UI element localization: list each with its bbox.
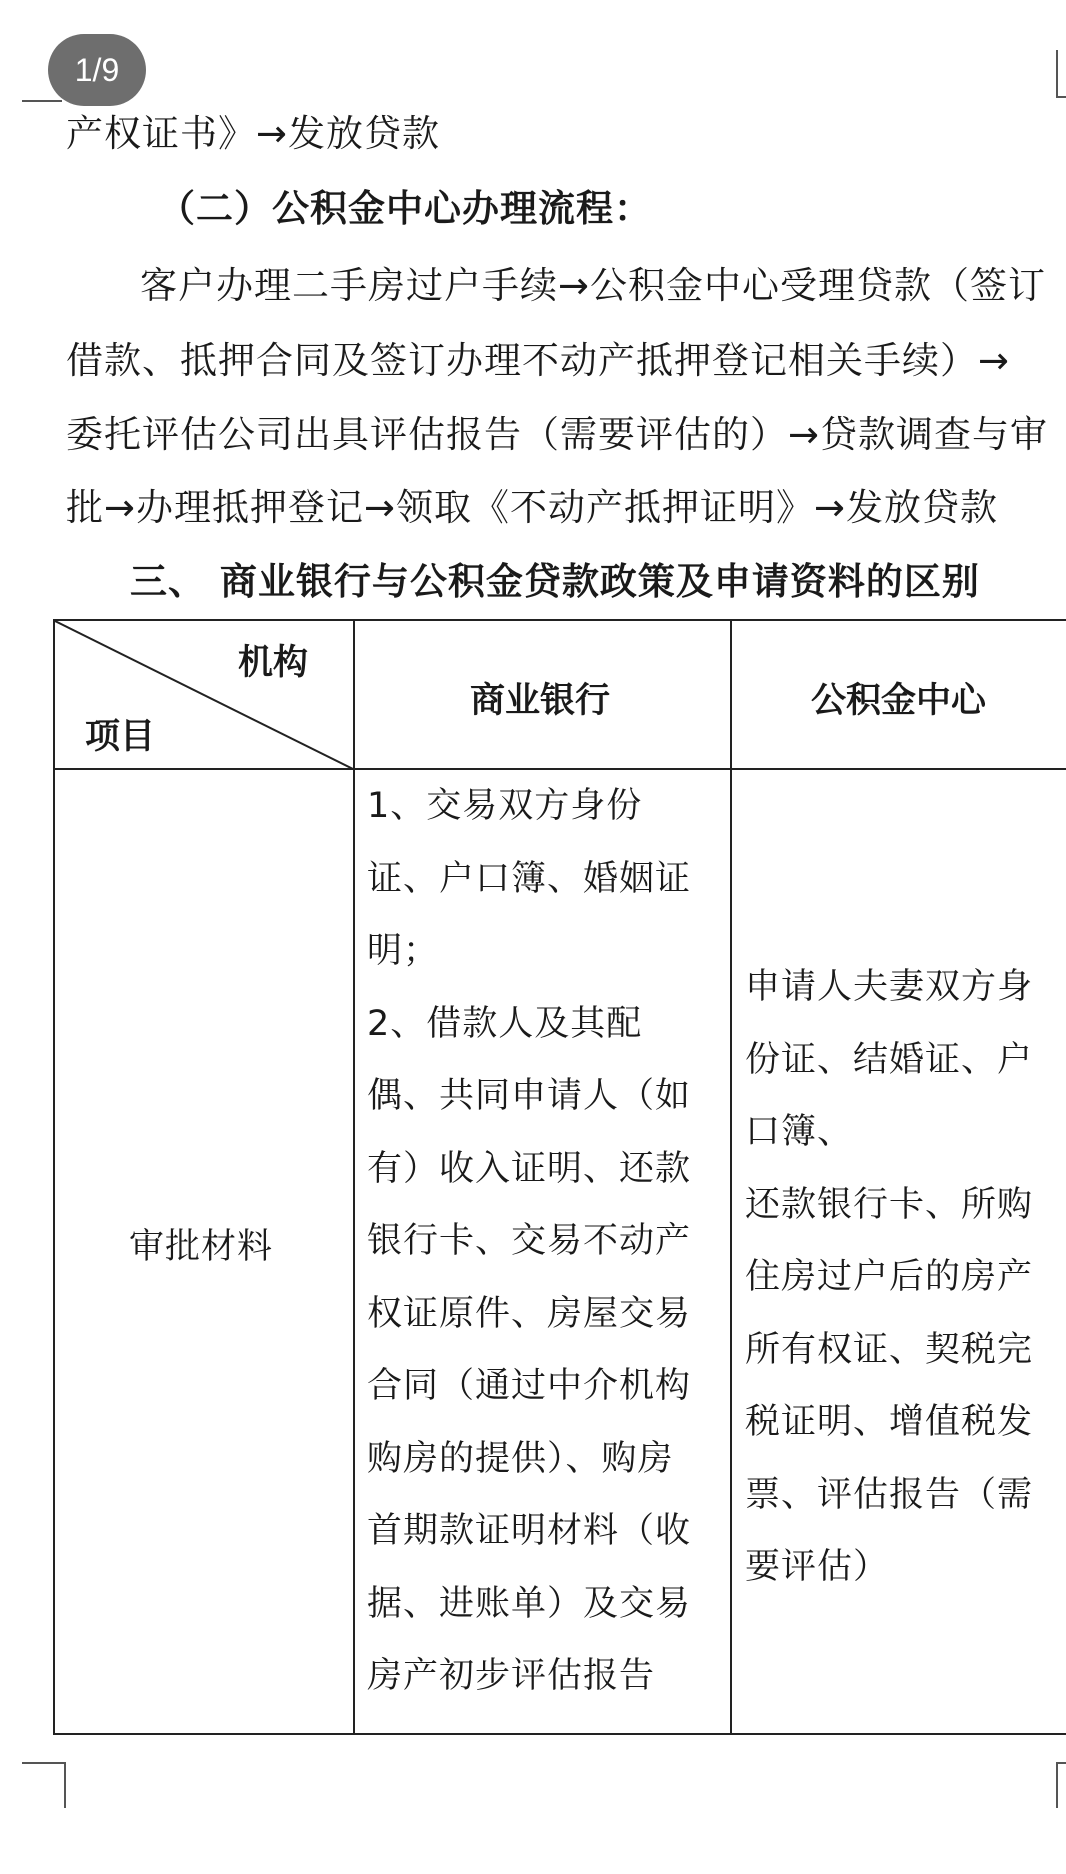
section-heading-fund-process: （二）公积金中心办理流程： [158,187,652,230]
crop-mark-bottom-left [22,1762,66,1808]
crop-mark-top-right [1056,50,1066,98]
text-line-continuation: 产权证书》→发放贷款 [66,112,441,155]
crop-mark-bottom-right [1056,1762,1066,1808]
paragraph-line-4: 批→办理抵押登记→领取《不动产抵押证明》→发放贷款 [66,486,999,529]
header-institution-label: 机构 [238,643,309,683]
column-divider [353,621,355,1733]
cell-fund-materials: 申请人夫妻双方身 份证、结婚证、户 口簿、 还款银行卡、所购 住房过户后的房产 所有权证、契税完 税证明、增值税发 票、评估报告（需 要评估） [745,967,1034,1587]
page-indicator: 1/9 [48,34,146,106]
header-item-label: 项目 [85,717,156,757]
paragraph-line-1: 客户办理二手房过户手续→公积金中心受理贷款（签订 [140,264,1047,307]
section-heading-comparison: 三、 商业银行与公积金贷款政策及申请资料的区别 [130,560,980,603]
comparison-table [53,619,1066,1735]
header-commercial-bank: 商业银行 [470,681,611,721]
paragraph-line-2: 借款、抵押合同及签订办理不动产抵押登记相关手续）→ [66,339,1011,382]
column-divider [730,621,732,1733]
paragraph-line-3: 委托评估公司出具评估报告（需要评估的）→贷款调查与审 [66,413,1049,456]
crop-mark-top-left [22,60,62,102]
row-label-approval-materials: 审批材料 [129,1227,274,1267]
header-provident-fund: 公积金中心 [811,681,987,721]
cell-bank-materials: 1、交易双方身份 证、户口簿、婚姻证 明； 2、借款人及其配 偶、共同申请人（如 有）收入证明、还款 银行卡、交易不动产 权证原件、房屋交易 合同（通过中介机构 购房的提供）、购房 首期款证明材料（收 据、进账单）及交易 房产初步评估报告 [367,786,692,1696]
